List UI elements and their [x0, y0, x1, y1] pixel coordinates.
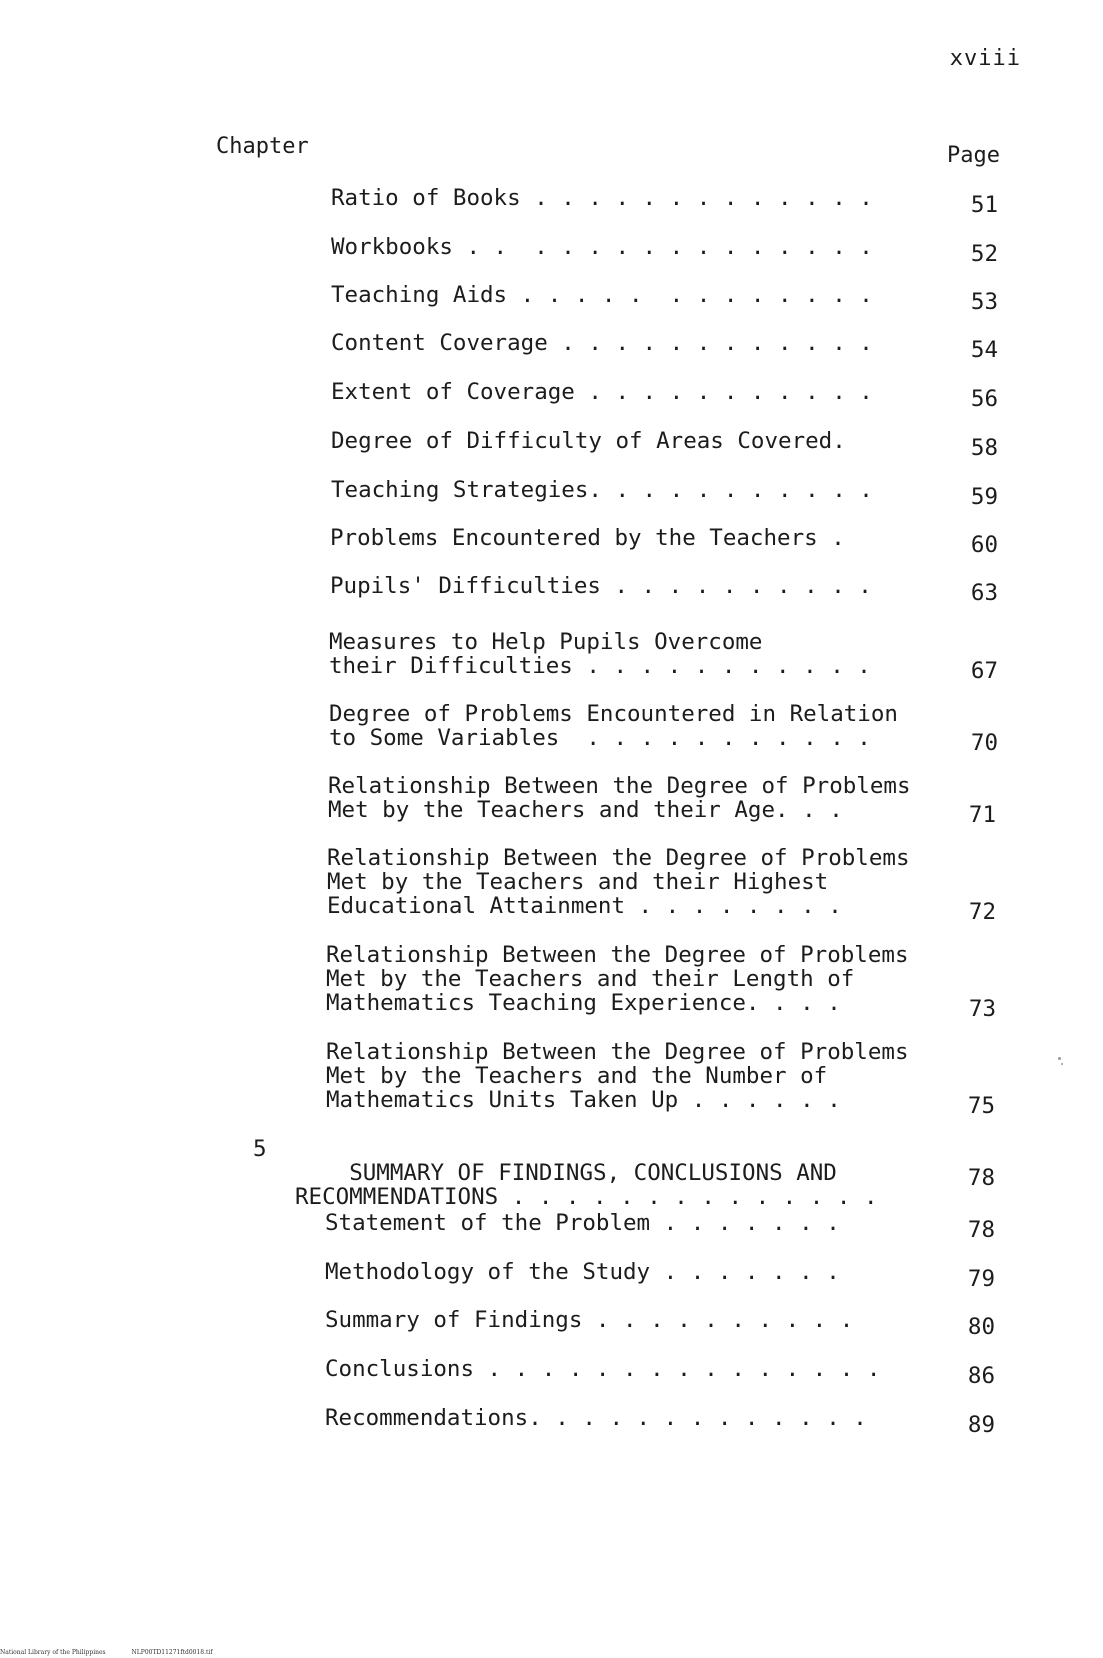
toc-entry-recommendations: Recommendations. . . . . . . . . . . . .: [325, 1405, 867, 1431]
toc-entry-content-coverage: Content Coverage . . . . . . . . . . . .: [331, 330, 873, 356]
toc-page-measures-to-help: 67: [970, 658, 998, 684]
toc-entry-relationship-education: Relationship Between the Degree of Problems Met by the Teachers and their Highest Educational Attainment . . . . . . . .: [327, 845, 910, 919]
toc-page-relationship-units: 75: [967, 1093, 995, 1119]
chapter-number: 5: [253, 1136, 267, 1162]
toc-page-methodology: 79: [967, 1266, 995, 1292]
chapter-column-header: Chapter: [216, 134, 309, 159]
toc-entry-summary-of-findings: Summary of Findings . . . . . . . . . .: [325, 1307, 854, 1333]
toc-entry-problems-encountered: Problems Encountered by the Teachers .: [330, 525, 845, 551]
footer-file: NLP00TD11271ftd0018.tif: [131, 1649, 213, 1656]
toc-entry-statement-of-problem: Statement of the Problem . . . . . . .: [325, 1210, 840, 1236]
toc-page-ratio-of-books: 51: [970, 192, 998, 218]
toc-entry-extent-of-coverage: Extent of Coverage . . . . . . . . . . .: [331, 379, 873, 405]
toc-page-extent-of-coverage: 56: [970, 386, 998, 412]
toc-entry-teaching-strategies: Teaching Strategies. . . . . . . . . . .: [331, 477, 873, 503]
toc-page-relationship-experience: 73: [968, 996, 996, 1022]
scan-speck: [1061, 1063, 1063, 1065]
chapter-title: SUMMARY OF FINDINGS, CONCLUSIONS AND RECOMMENDATIONS . . . . . . . . . . . . . .: [295, 1160, 878, 1210]
toc-page-recommendations: 89: [967, 1412, 995, 1438]
toc-page-statement-of-problem: 78: [967, 1217, 995, 1243]
page-number: xviii: [949, 46, 1021, 71]
toc-page-content-coverage: 54: [970, 337, 998, 363]
toc-entry-degree-of-difficulty: Degree of Difficulty of Areas Covered.: [331, 428, 846, 454]
toc-page-relationship-education: 72: [968, 899, 996, 925]
toc-page-teaching-strategies: 59: [970, 484, 998, 510]
scan-speck: [1058, 1057, 1061, 1060]
toc-page-workbooks: 52: [970, 241, 998, 267]
toc-entry-workbooks: Workbooks . . . . . . . . . . . . . . .: [331, 234, 873, 260]
toc-entry-methodology: Methodology of the Study . . . . . . .: [325, 1259, 840, 1285]
toc-entry-pupils-difficulties: Pupils' Difficulties . . . . . . . . . .: [330, 573, 872, 599]
page-column-header: Page: [947, 143, 1000, 168]
toc-entry-degree-of-problems: Degree of Problems Encountered in Relation to Some Variables . . . . . . . . . . .: [329, 701, 898, 751]
scan-footer: [0, 1649, 237, 1656]
toc-page-degree-of-problems: 70: [970, 730, 998, 756]
toc-entry-relationship-units: Relationship Between the Degree of Problems Met by the Teachers and the Number of Mathematics Units Taken Up . . . . . .: [326, 1039, 909, 1113]
toc-page-problems-encountered: 60: [970, 532, 998, 558]
toc-page-teaching-aids: 53: [970, 289, 998, 315]
toc-page-degree-of-difficulty: 58: [970, 435, 998, 461]
toc-entry-relationship-experience: Relationship Between the Degree of Problems Met by the Teachers and their Length of Mathematics Teaching Experience. . . .: [326, 942, 909, 1016]
toc-page-conclusions: 86: [967, 1363, 995, 1389]
toc-page-relationship-age: 71: [968, 802, 996, 828]
toc-page-chapter-5: 78: [967, 1165, 995, 1191]
toc-entry-relationship-age: Relationship Between the Degree of Problems Met by the Teachers and their Age. . .: [328, 773, 911, 823]
footer-library: National Library of the Philippines: [0, 1649, 106, 1656]
toc-page-pupils-difficulties: 63: [970, 580, 998, 606]
toc-entry-ratio-of-books: Ratio of Books . . . . . . . . . . . . .: [331, 185, 873, 211]
toc-entry-conclusions: Conclusions . . . . . . . . . . . . . . .: [325, 1356, 881, 1382]
toc-entry-measures-to-help: Measures to Help Pupils Overcome their Difficulties . . . . . . . . . . .: [329, 629, 871, 679]
toc-page-summary-of-findings: 80: [967, 1314, 995, 1340]
toc-entry-teaching-aids: Teaching Aids . . . . . . . . . . . . .: [331, 282, 873, 308]
